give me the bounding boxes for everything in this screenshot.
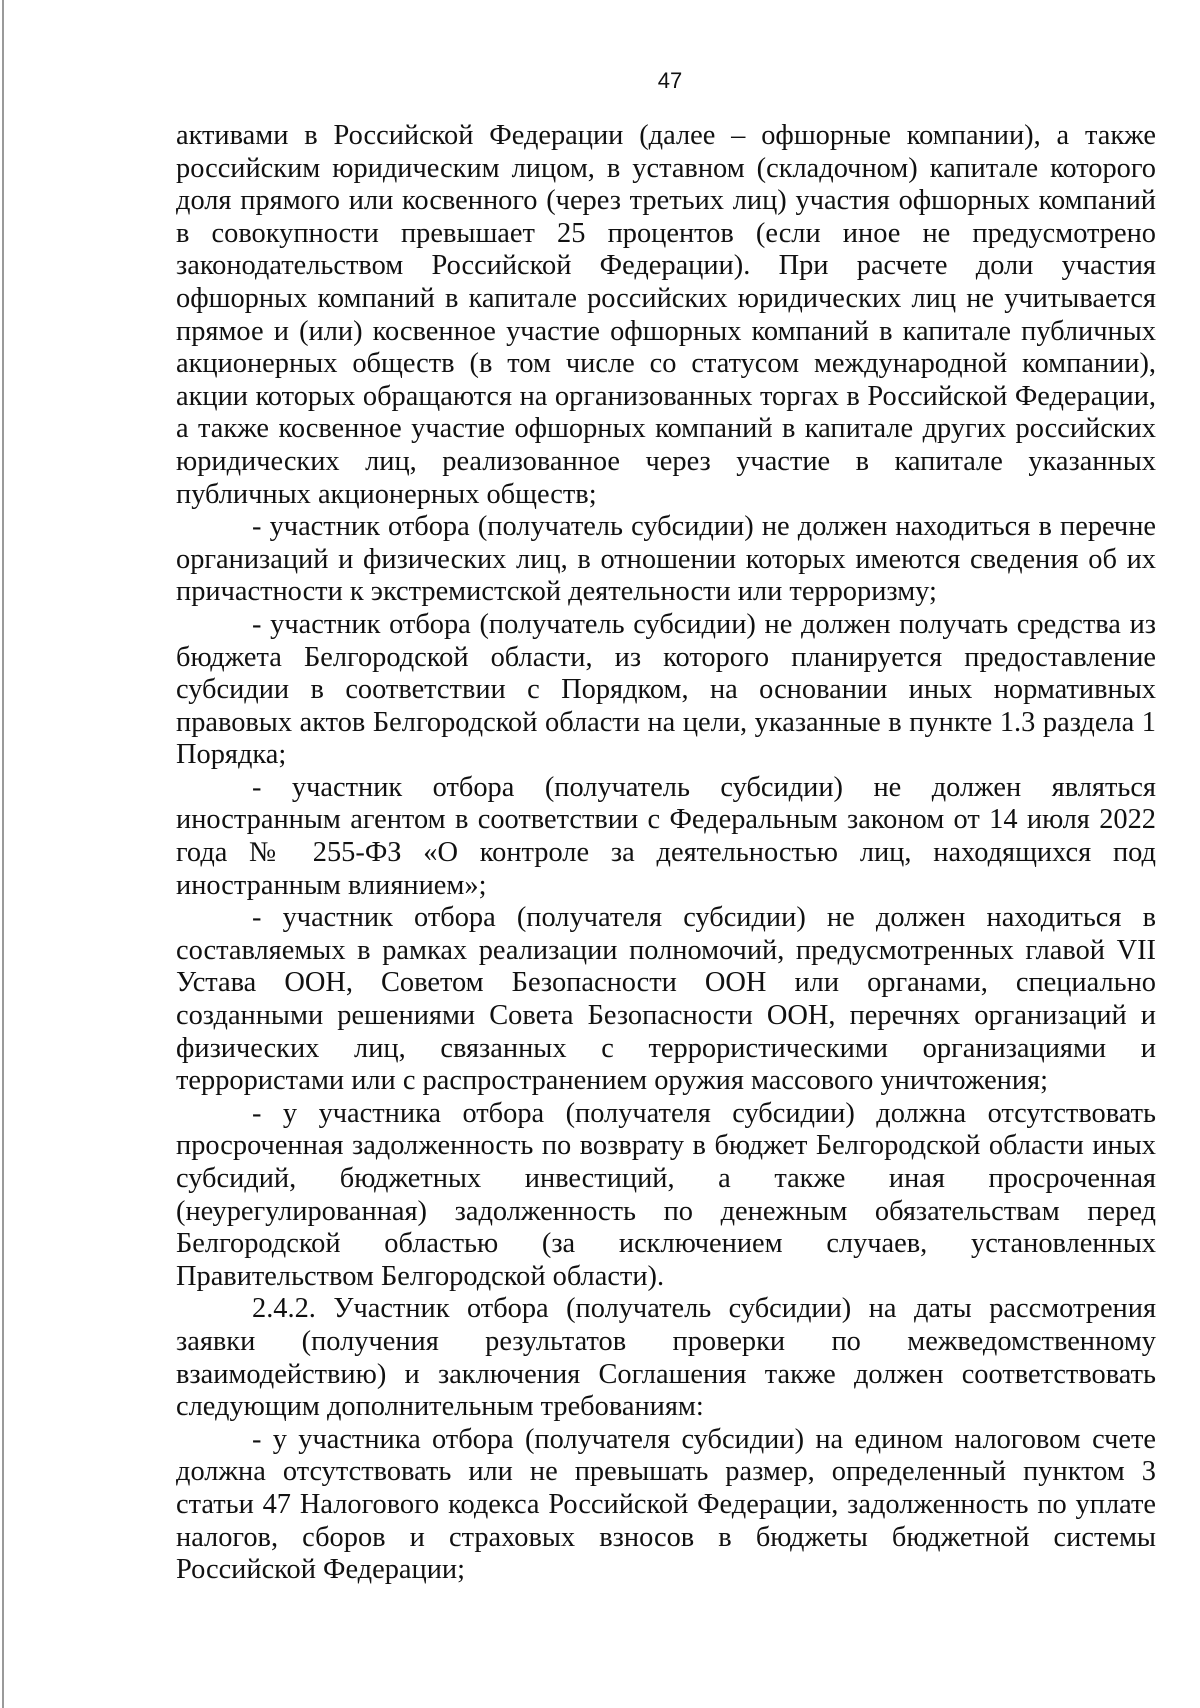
document-body <box>176 120 1156 1587</box>
paragraph-1: активами в Российской Федерации (далее – офшорные компании), а также российским юридическим лицом, в уставном (складочном) капитале которого доля прямого или косвенного (через третьих лиц) участия офшорных компаний в совокупности превышает 25 процентов (если иное не предусмотрено законодательством Российской Федерации). При расчете доли участия офшорных компаний в капитале российских юридических лиц не учитывается прямое и (или) косвенное участие офшорных компаний в капитале публичных акционерных обществ (в том числе со статусом международной компании), акции которых обращаются на организованных торгах в Российской Федерации, а также косвенное участие офшорных компаний в капитале других российских юридических лиц, реализованное через участие в капитале указанных публичных акционерных обществ; <box>176 120 1156 510</box>
paragraph-5: - участник отбора (получателя субсидии) не должен находиться в составляемых в рамках реализации полномочий, предусмотренных главой VII Устава ООН, Советом Безопасности ООН или органами, специально созданными решениями Совета Безопасности ООН, перечнях организаций и физических лиц, связанных с террористическими организациями и террористами или с распространением оружия массового уничтожения; <box>176 902 1156 1097</box>
paragraph-4: - участник отбора (получатель субсидии) не должен являться иностранным агентом в соответствии с Федеральным законом от 14 июля 2022 года № 255-ФЗ «О контроле за деятельностью лиц, находящихся под иностранным влиянием»; <box>176 771 1156 901</box>
paragraph-6: - у участника отбора (получателя субсидии) должна отсутствовать просроченная задолженность по возврату в бюджет Белгородской области иных субсидий, бюджетных инвестиций, а также иная просроченная (неурегулированная) задолженность по денежным обязательствам перед Белгородской областью (за исключением случаев, установленных Правительством Белгородской области). <box>176 1097 1156 1292</box>
paragraph-3: - участник отбора (получатель субсидии) не должен получать средства из бюджета Белгородской области, из которого планируется предоставление субсидии в соответствии с Порядком, на основании иных нормативных правовых актов Белгородской области на цели, указанные в пункте 1.3 раздела 1 Порядка; <box>176 608 1156 771</box>
scan-edge-line <box>2 0 4 1708</box>
page-number: 47 <box>657 68 683 93</box>
paragraph-2: - участник отбора (получатель субсидии) не должен находиться в перечне организаций и физических лиц, в отношении которых имеются сведения об их причастности к экстремистской деятельности или терроризму; <box>176 511 1156 608</box>
paragraph-7: 2.4.2. Участник отбора (получатель субсидии) на даты рассмотрения заявки (получения результатов проверки по межведомственному взаимодействию) и заключения Соглашения также должен соответствовать следующим дополнительным требованиям: <box>176 1293 1156 1423</box>
paragraph-8: - у участника отбора (получателя субсидии) на едином налоговом счете должна отсутствовать или не превышать размер, определенный пунктом 3 статьи 47 Налогового кодекса Российской Федерации, задолженность по уплате налогов, сборов и страховых взносов в бюджеты бюджетной системы Российской Федерации; <box>176 1423 1156 1586</box>
